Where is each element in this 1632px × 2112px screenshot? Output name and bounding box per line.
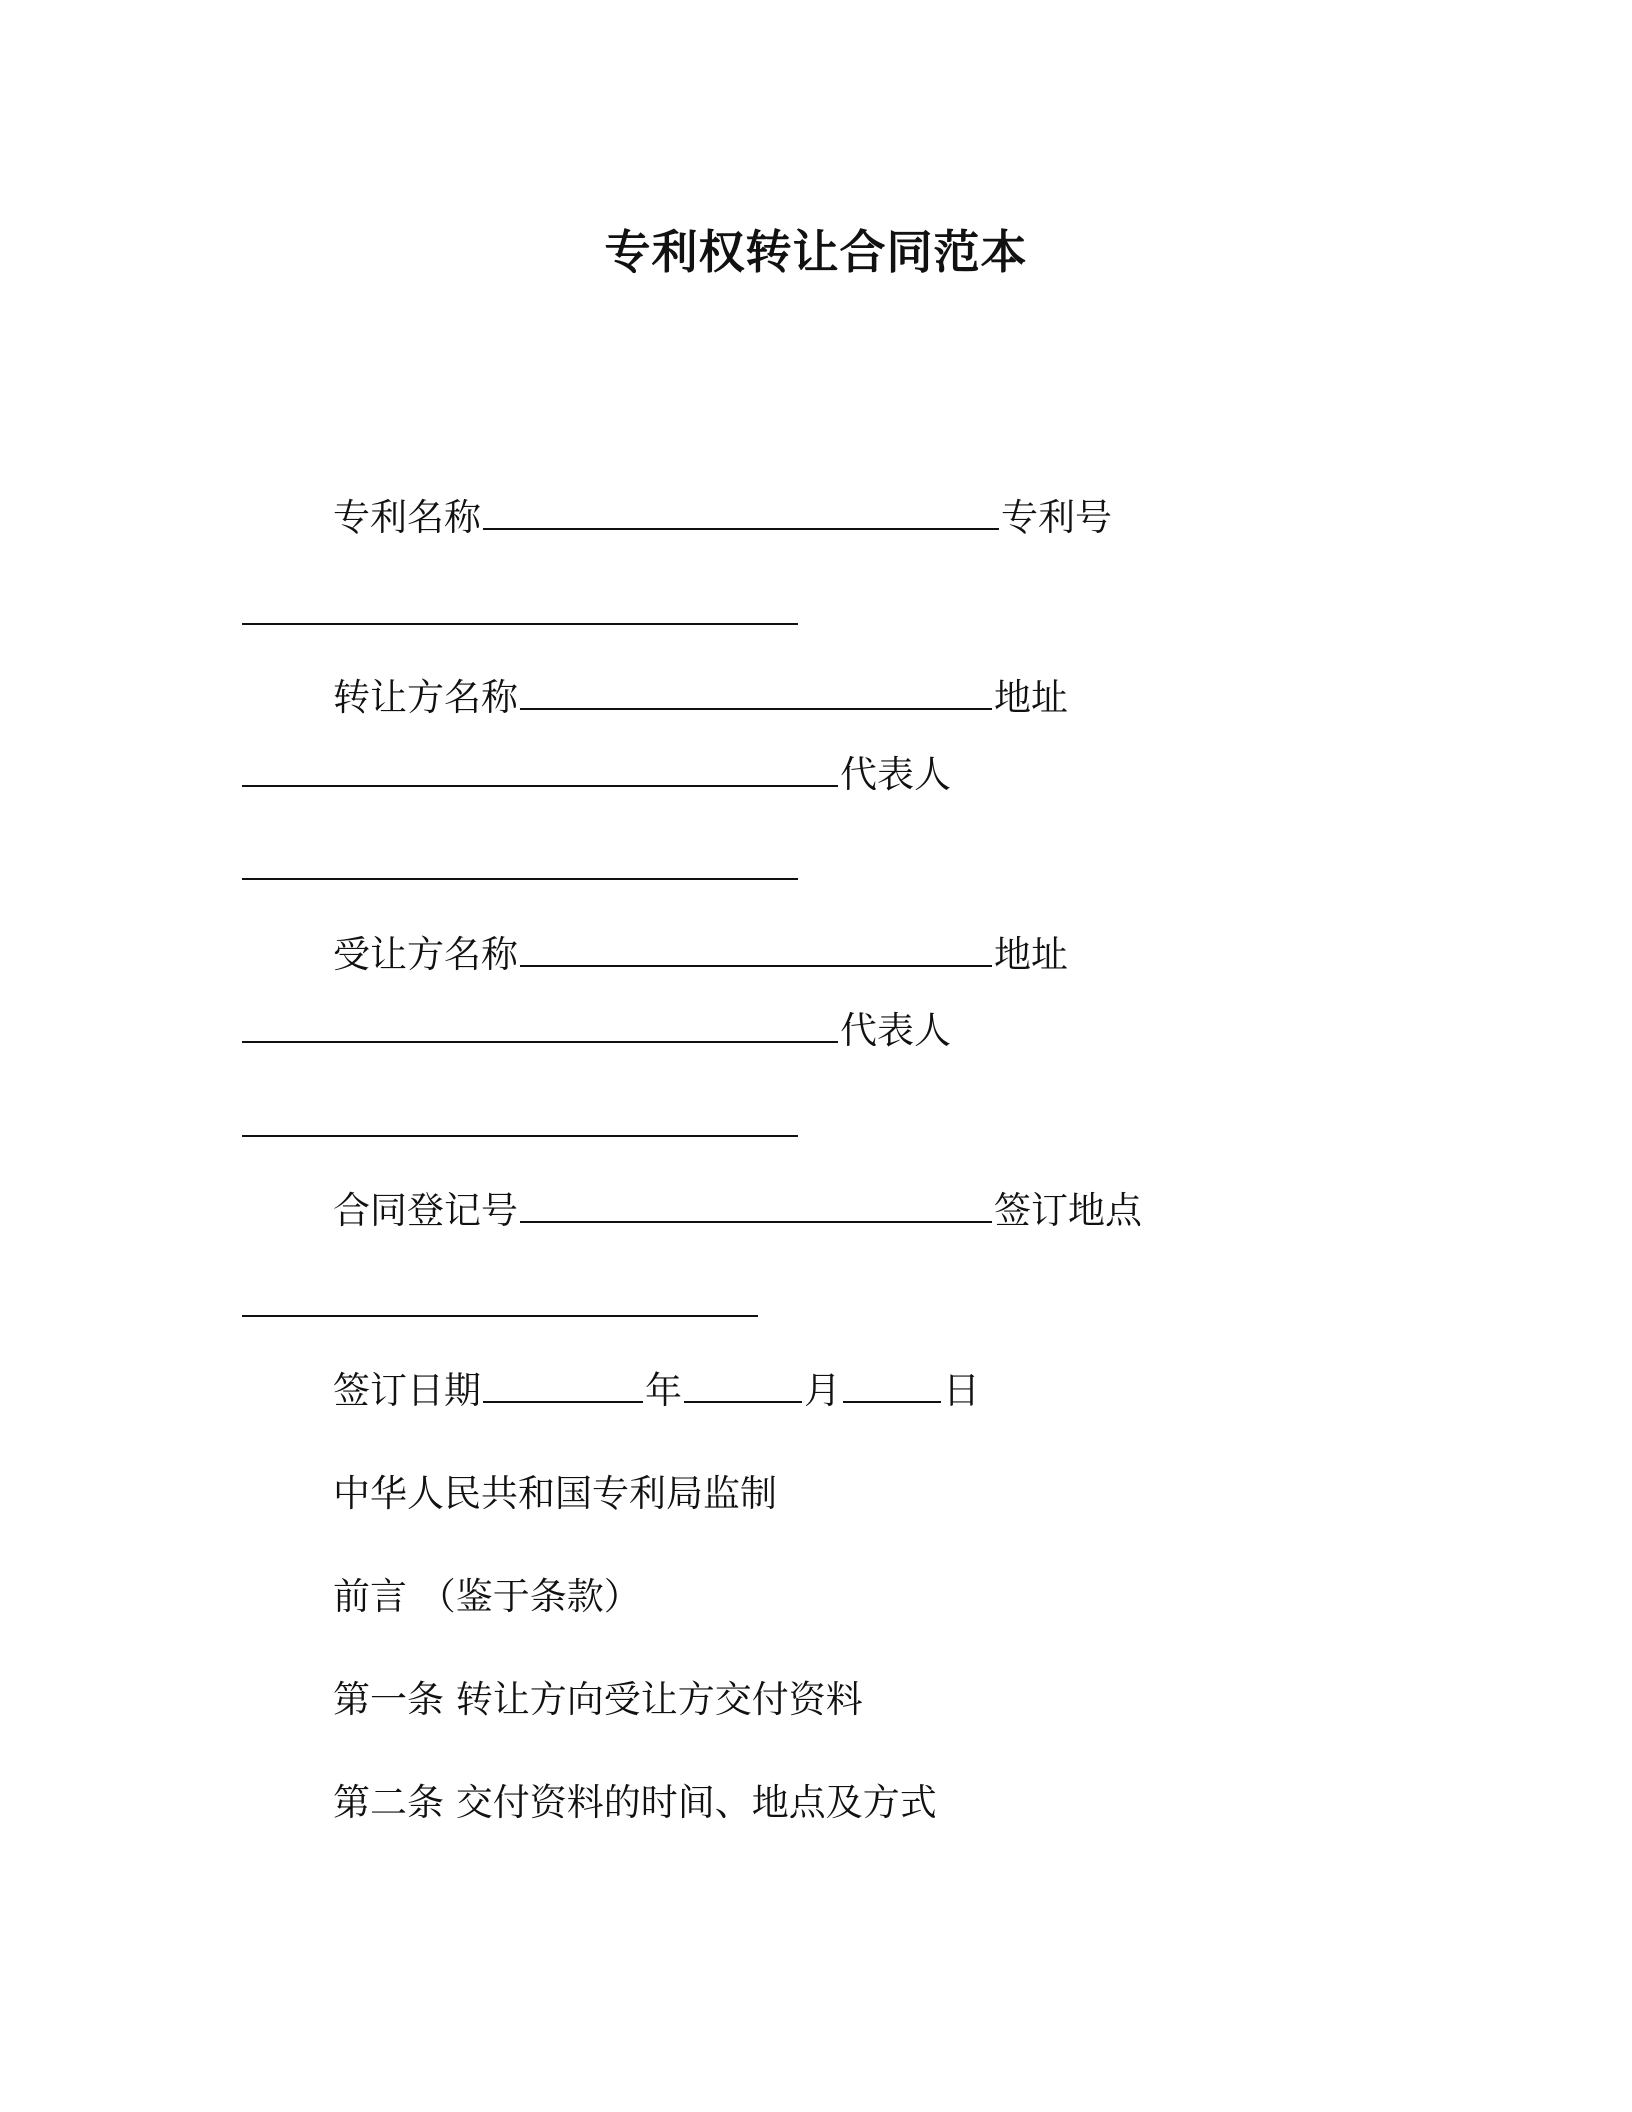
transferee-address-field[interactable] bbox=[242, 1011, 838, 1043]
preamble-text: 前言 （鉴于条款） bbox=[333, 1575, 641, 1618]
transferee-rep-row bbox=[240, 1102, 800, 1148]
year-field[interactable] bbox=[483, 1371, 643, 1403]
contract-reg-field[interactable] bbox=[520, 1191, 992, 1223]
signing-date-row bbox=[333, 1368, 980, 1414]
transferor-name-row bbox=[333, 675, 1068, 721]
transferor-rep-field[interactable] bbox=[242, 848, 798, 880]
article-1: 第一条 转让方向受让方交付资料 bbox=[333, 1678, 863, 1721]
patent-name-label: 专利名称 bbox=[333, 496, 481, 539]
transferor-rep-row bbox=[240, 845, 800, 891]
transferee-address-row bbox=[240, 1008, 951, 1054]
day-label: 日 bbox=[943, 1369, 980, 1412]
transferee-name-field[interactable] bbox=[520, 935, 992, 967]
year-label: 年 bbox=[645, 1369, 682, 1412]
transferee-rep-field[interactable] bbox=[242, 1105, 798, 1137]
signing-place-field[interactable] bbox=[242, 1285, 758, 1317]
transferor-address-row bbox=[240, 752, 951, 798]
article-2: 第二条 交付资料的时间、地点及方式 bbox=[333, 1781, 937, 1824]
patent-no-field[interactable] bbox=[242, 593, 798, 625]
signing-date-label: 签订日期 bbox=[333, 1369, 481, 1412]
transferor-address-field[interactable] bbox=[242, 755, 838, 787]
patent-no-row bbox=[240, 590, 800, 636]
transferee-rep-label: 代表人 bbox=[840, 1009, 951, 1052]
transferee-address-label: 地址 bbox=[994, 933, 1068, 976]
month-field[interactable] bbox=[684, 1371, 802, 1403]
patent-no-label: 专利号 bbox=[1001, 496, 1112, 539]
patent-name-row bbox=[333, 495, 1112, 541]
contract-reg-label: 合同登记号 bbox=[333, 1189, 518, 1232]
patent-name-field[interactable] bbox=[483, 498, 999, 530]
transferor-name-label: 转让方名称 bbox=[333, 676, 518, 719]
supervisor-text: 中华人民共和国专利局监制 bbox=[333, 1472, 777, 1515]
signing-place-label: 签订地点 bbox=[994, 1189, 1142, 1232]
transferee-name-label: 受让方名称 bbox=[333, 933, 518, 976]
signing-place-row bbox=[240, 1282, 760, 1328]
transferor-name-field[interactable] bbox=[520, 678, 992, 710]
transferor-address-label: 地址 bbox=[994, 676, 1068, 719]
transferee-name-row bbox=[333, 932, 1068, 978]
document-title: 专利权转让合同范本 bbox=[604, 225, 1028, 279]
contract-reg-row bbox=[333, 1188, 1142, 1234]
transferor-rep-label: 代表人 bbox=[840, 753, 951, 796]
month-label: 月 bbox=[804, 1369, 841, 1412]
day-field[interactable] bbox=[843, 1371, 941, 1403]
